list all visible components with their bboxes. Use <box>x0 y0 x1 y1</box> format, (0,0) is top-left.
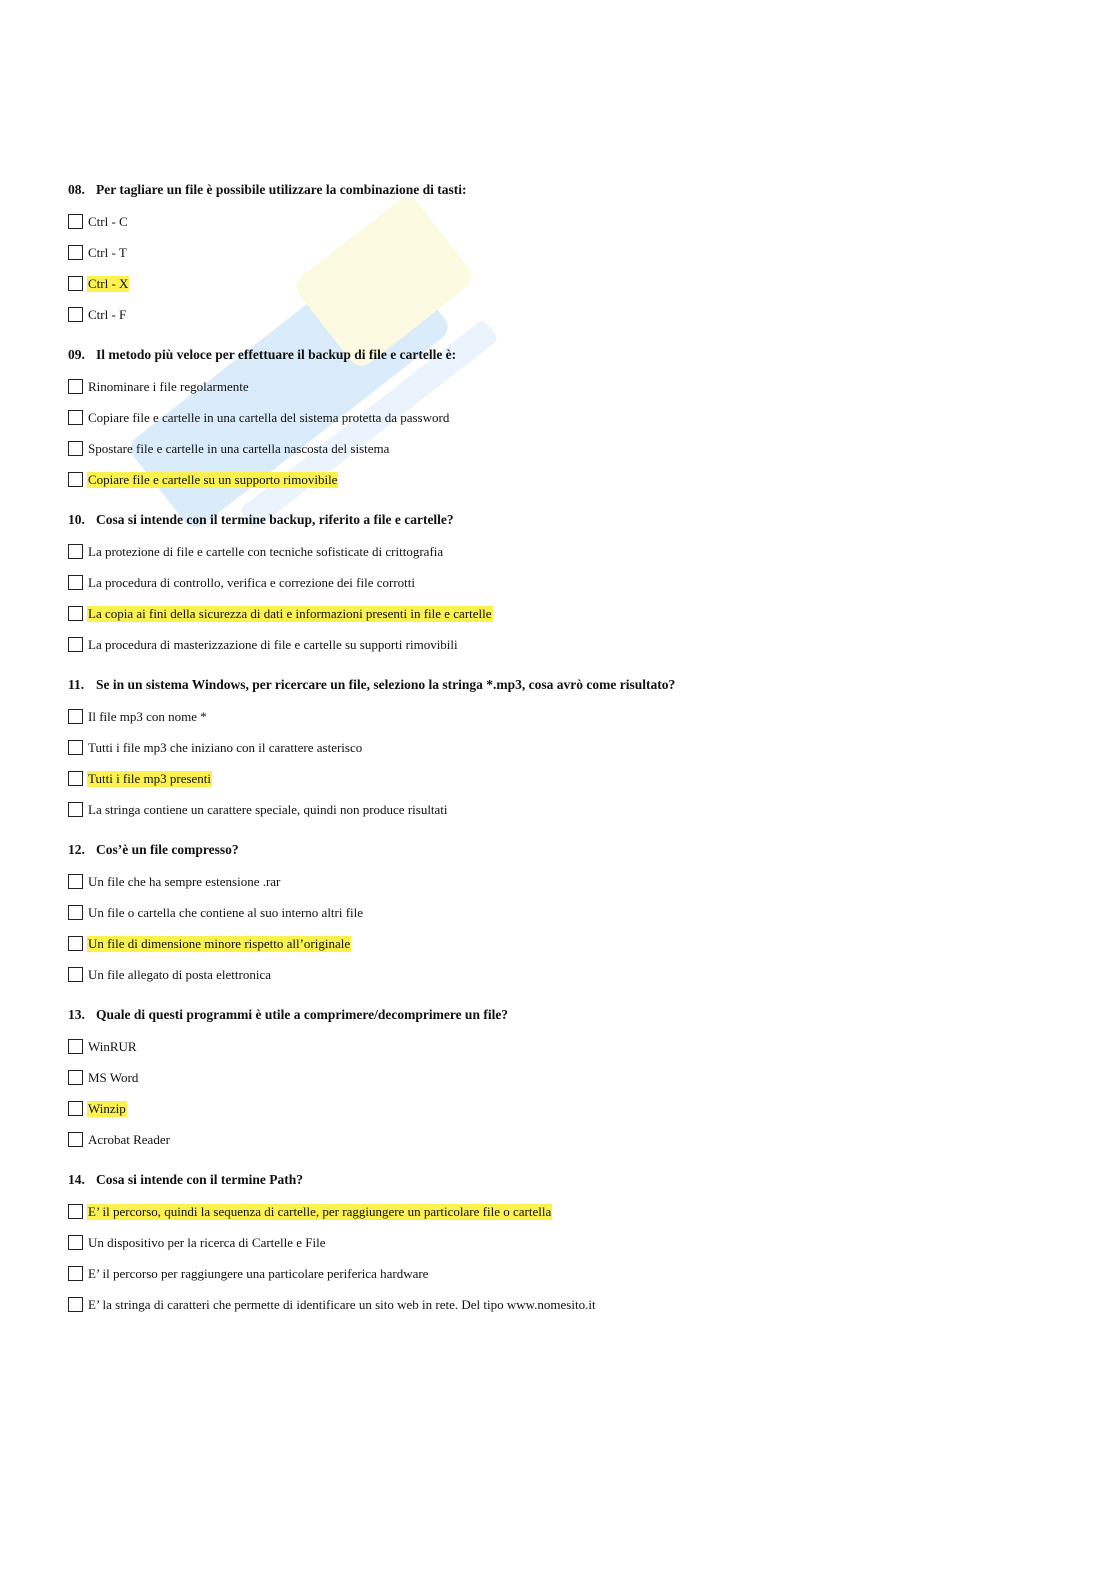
answer-label: Tutti i file mp3 che iniziano con il carattere asterisco <box>88 739 363 755</box>
answer-label: E’ la stringa di caratteri che permette di identificare un sito web in rete. Del tipo www.nomesito.it <box>88 1296 596 1312</box>
question-text: Cosa si intende con il termine backup, riferito a file e cartelle? <box>96 512 454 527</box>
answer-option[interactable] <box>68 866 968 897</box>
answer-label: Spostare file e cartelle in una cartella nascosta del sistema <box>88 440 390 456</box>
question-text: Il metodo più veloce per effettuare il backup di file e cartelle è: <box>96 347 457 362</box>
answer-checkbox[interactable] <box>68 1297 83 1312</box>
question-text: Cosa si intende con il termine Path? <box>96 1172 303 1187</box>
answer-label: Copiare file e cartelle in una cartella del sistema protetta da password <box>88 409 450 425</box>
answer-option[interactable] <box>68 567 968 598</box>
answer-option[interactable] <box>68 598 968 629</box>
answer-label: WinRUR <box>88 1038 137 1054</box>
answer-label-highlighted: Ctrl - X <box>88 275 129 291</box>
answer-label: Un file che ha sempre estensione .rar <box>88 873 281 889</box>
question-text: Cos’è un file compresso? <box>96 842 239 857</box>
answer-label: Il file mp3 con nome * <box>88 708 207 724</box>
question-title <box>68 508 968 532</box>
answer-option[interactable] <box>68 1031 968 1062</box>
answer-checkbox[interactable] <box>68 245 83 260</box>
question-number: 11. <box>68 677 85 692</box>
answer-option[interactable] <box>68 1227 968 1258</box>
answer-option[interactable] <box>68 464 968 495</box>
question-block <box>68 343 968 495</box>
answer-checkbox[interactable] <box>68 936 83 951</box>
question-number: 10. <box>68 512 85 527</box>
answer-label: La procedura di masterizzazione di file e cartelle su supporti rimovibili <box>88 636 458 652</box>
answer-option[interactable] <box>68 206 968 237</box>
answer-label: Acrobat Reader <box>88 1131 170 1147</box>
answer-checkbox[interactable] <box>68 1039 83 1054</box>
answer-checkbox[interactable] <box>68 606 83 621</box>
answer-checkbox[interactable] <box>68 472 83 487</box>
question-block <box>68 673 968 825</box>
question-title <box>68 1003 968 1027</box>
answer-label: Ctrl - C <box>88 213 128 229</box>
question-title <box>68 178 968 202</box>
answer-option[interactable] <box>68 1196 968 1227</box>
answer-checkbox[interactable] <box>68 905 83 920</box>
question-number: 14. <box>68 1172 85 1187</box>
answer-label: La protezione di file e cartelle con tecniche sofisticate di crittografia <box>88 543 444 559</box>
answer-option[interactable] <box>68 299 968 330</box>
answer-label: Ctrl - F <box>88 306 127 322</box>
answer-label-highlighted: Un file di dimensione minore rispetto all’originale <box>88 935 351 951</box>
question-number: 09. <box>68 347 85 362</box>
answer-option[interactable] <box>68 1062 968 1093</box>
answer-label-highlighted: E’ il percorso, quindi la sequenza di cartelle, per raggiungere un particolare file o cartella <box>88 1203 552 1219</box>
answer-checkbox[interactable] <box>68 214 83 229</box>
question-block <box>68 1003 968 1155</box>
answer-label: La procedura di controllo, verifica e correzione dei file corrotti <box>88 574 416 590</box>
answer-label-highlighted: Tutti i file mp3 presenti <box>88 770 212 786</box>
answer-checkbox[interactable] <box>68 1235 83 1250</box>
answer-label: Rinominare i file regolarmente <box>88 378 249 394</box>
answer-option[interactable] <box>68 1258 968 1289</box>
answer-option[interactable] <box>68 701 968 732</box>
answer-checkbox[interactable] <box>68 1204 83 1219</box>
answer-checkbox[interactable] <box>68 307 83 322</box>
answer-checkbox[interactable] <box>68 1132 83 1147</box>
answer-checkbox[interactable] <box>68 575 83 590</box>
answer-option[interactable] <box>68 897 968 928</box>
answer-label-highlighted: Winzip <box>88 1100 126 1116</box>
answer-checkbox[interactable] <box>68 379 83 394</box>
answer-checkbox[interactable] <box>68 874 83 889</box>
question-text: Quale di questi programmi è utile a comprimere/decomprimere un file? <box>96 1007 509 1022</box>
question-title <box>68 673 968 697</box>
question-number: 13. <box>68 1007 85 1022</box>
answer-checkbox[interactable] <box>68 637 83 652</box>
answer-option[interactable] <box>68 1093 968 1124</box>
question-text: Se in un sistema Windows, per ricercare un file, seleziono la stringa *.mp3, cosa avrò come risultato? <box>96 677 676 692</box>
answer-option[interactable] <box>68 794 968 825</box>
answer-option[interactable] <box>68 402 968 433</box>
answer-option[interactable] <box>68 928 968 959</box>
answer-option[interactable] <box>68 763 968 794</box>
answer-label-highlighted: Copiare file e cartelle su un supporto rimovibile <box>88 471 338 487</box>
answer-label: Un dispositivo per la ricerca di Cartelle e File <box>88 1234 326 1250</box>
answer-checkbox[interactable] <box>68 1070 83 1085</box>
question-text: Per tagliare un file è possibile utilizzare la combinazione di tasti: <box>96 182 467 197</box>
answer-option[interactable] <box>68 237 968 268</box>
answer-checkbox[interactable] <box>68 410 83 425</box>
answer-checkbox[interactable] <box>68 441 83 456</box>
answer-label: E’ il percorso per raggiungere una particolare periferica hardware <box>88 1265 429 1281</box>
answer-checkbox[interactable] <box>68 967 83 982</box>
question-block <box>68 1168 968 1320</box>
answer-checkbox[interactable] <box>68 771 83 786</box>
answer-option[interactable] <box>68 1289 968 1320</box>
answer-option[interactable] <box>68 629 968 660</box>
quiz-page <box>68 178 968 1333</box>
answer-checkbox[interactable] <box>68 740 83 755</box>
answer-option[interactable] <box>68 371 968 402</box>
question-title <box>68 1168 968 1192</box>
answer-option[interactable] <box>68 268 968 299</box>
answer-checkbox[interactable] <box>68 802 83 817</box>
question-block <box>68 508 968 660</box>
answer-checkbox[interactable] <box>68 1101 83 1116</box>
question-block <box>68 838 968 990</box>
answer-option[interactable] <box>68 1124 968 1155</box>
answer-checkbox[interactable] <box>68 1266 83 1281</box>
answer-label: MS Word <box>88 1069 139 1085</box>
answer-checkbox[interactable] <box>68 709 83 724</box>
question-block <box>68 178 968 330</box>
answer-option[interactable] <box>68 959 968 990</box>
question-title <box>68 838 968 862</box>
answer-label: Un file o cartella che contiene al suo interno altri file <box>88 904 364 920</box>
answer-option[interactable] <box>68 536 968 567</box>
answer-option[interactable] <box>68 732 968 763</box>
answer-label-highlighted: La copia ai fini della sicurezza di dati e informazioni presenti in file e cartelle <box>88 605 492 621</box>
answer-label: La stringa contiene un carattere speciale, quindi non produce risultati <box>88 801 448 817</box>
answer-label: Ctrl - T <box>88 244 127 260</box>
question-number: 08. <box>68 182 85 197</box>
answer-label: Un file allegato di posta elettronica <box>88 966 272 982</box>
question-title <box>68 343 968 367</box>
answer-checkbox[interactable] <box>68 276 83 291</box>
question-number: 12. <box>68 842 85 857</box>
answer-option[interactable] <box>68 433 968 464</box>
answer-checkbox[interactable] <box>68 544 83 559</box>
